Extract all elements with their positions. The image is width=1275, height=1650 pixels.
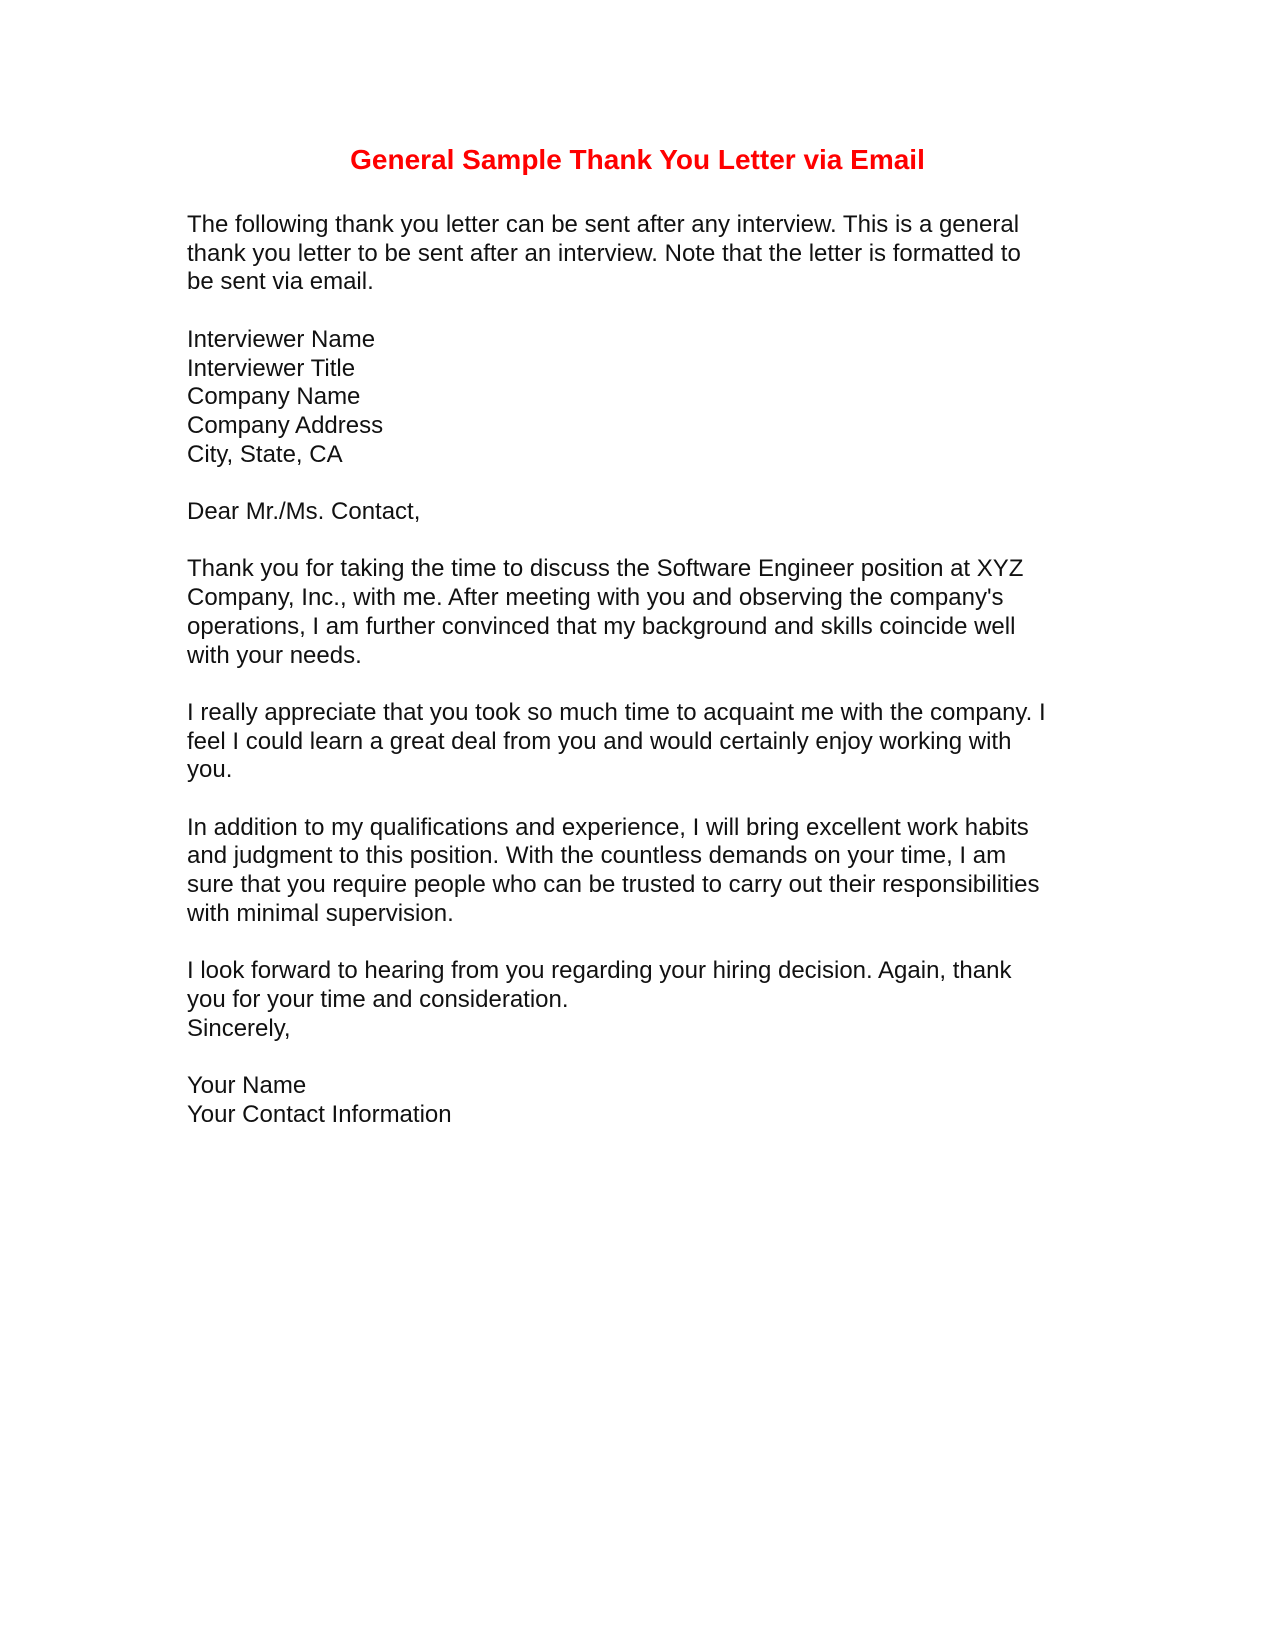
closing: Sincerely, (187, 1014, 291, 1042)
address-line: Company Name (187, 383, 361, 411)
letter-title: General Sample Thank You Letter via Email (350, 144, 925, 175)
paragraph-line: I really appreciate that you took so much time to acquaint me with the company. I (187, 698, 1046, 726)
intro-line: The following thank you letter can be sent after any interview. This is a general (187, 211, 1020, 238)
paragraph-line: Thank you for taking the time to discuss the Software Engineer position at XYZ (187, 555, 1024, 583)
address-line: Interviewer Name (187, 325, 376, 353)
spacer (187, 297, 1087, 326)
spacer (187, 929, 1087, 958)
spacer (187, 527, 1087, 556)
address-line: City, State, CA (187, 440, 343, 468)
signature-line: Your Contact Information (187, 1100, 452, 1128)
paragraph-line: you for your time and consideration. (187, 985, 569, 1013)
paragraph-line: sure that you require people who can be trusted to carry out their responsibilities (187, 871, 1040, 899)
paragraph-line: you. (187, 756, 233, 784)
paragraph-line: In addition to my qualifications and experience, I will bring excellent work habits (187, 813, 1029, 841)
paragraph-line: Company, Inc., with me. After meeting with you and observing the company's (187, 584, 1004, 612)
spacer (187, 1043, 1087, 1072)
body-paragraph-2 (187, 699, 1087, 785)
letter-body (187, 211, 1087, 1129)
paragraph-line: feel I could learn a great deal from you and would certainly enjoy working with (187, 727, 1012, 755)
paragraph-line: with minimal supervision. (187, 899, 454, 927)
intro-paragraph (187, 211, 1087, 297)
address-block (187, 326, 1087, 470)
address-line: Interviewer Title (187, 354, 356, 382)
body-paragraph-1 (187, 555, 1087, 670)
paragraph-line: and judgment to this position. With the countless demands on your time, I am (187, 842, 1007, 870)
signature-block (187, 1072, 1087, 1129)
spacer (187, 670, 1087, 699)
spacer (187, 785, 1087, 814)
paragraph-line: with your needs. (187, 641, 362, 669)
address-line: Company Address (187, 411, 384, 439)
body-paragraph-4 (187, 957, 1087, 1014)
salutation: Dear Mr./Ms. Contact, (187, 498, 421, 525)
intro-line: be sent via email. (187, 268, 374, 296)
paragraph-line: I look forward to hearing from you regarding your hiring decision. Again, thank (187, 957, 1012, 985)
intro-line: thank you letter to be sent after an interview. Note that the letter is formatted to (187, 239, 1021, 267)
spacer (187, 469, 1087, 498)
body-paragraph-3 (187, 814, 1087, 929)
signature-line: Your Name (187, 1071, 307, 1099)
paragraph-line: operations, I am further convinced that my background and skills coincide well (187, 612, 1016, 640)
